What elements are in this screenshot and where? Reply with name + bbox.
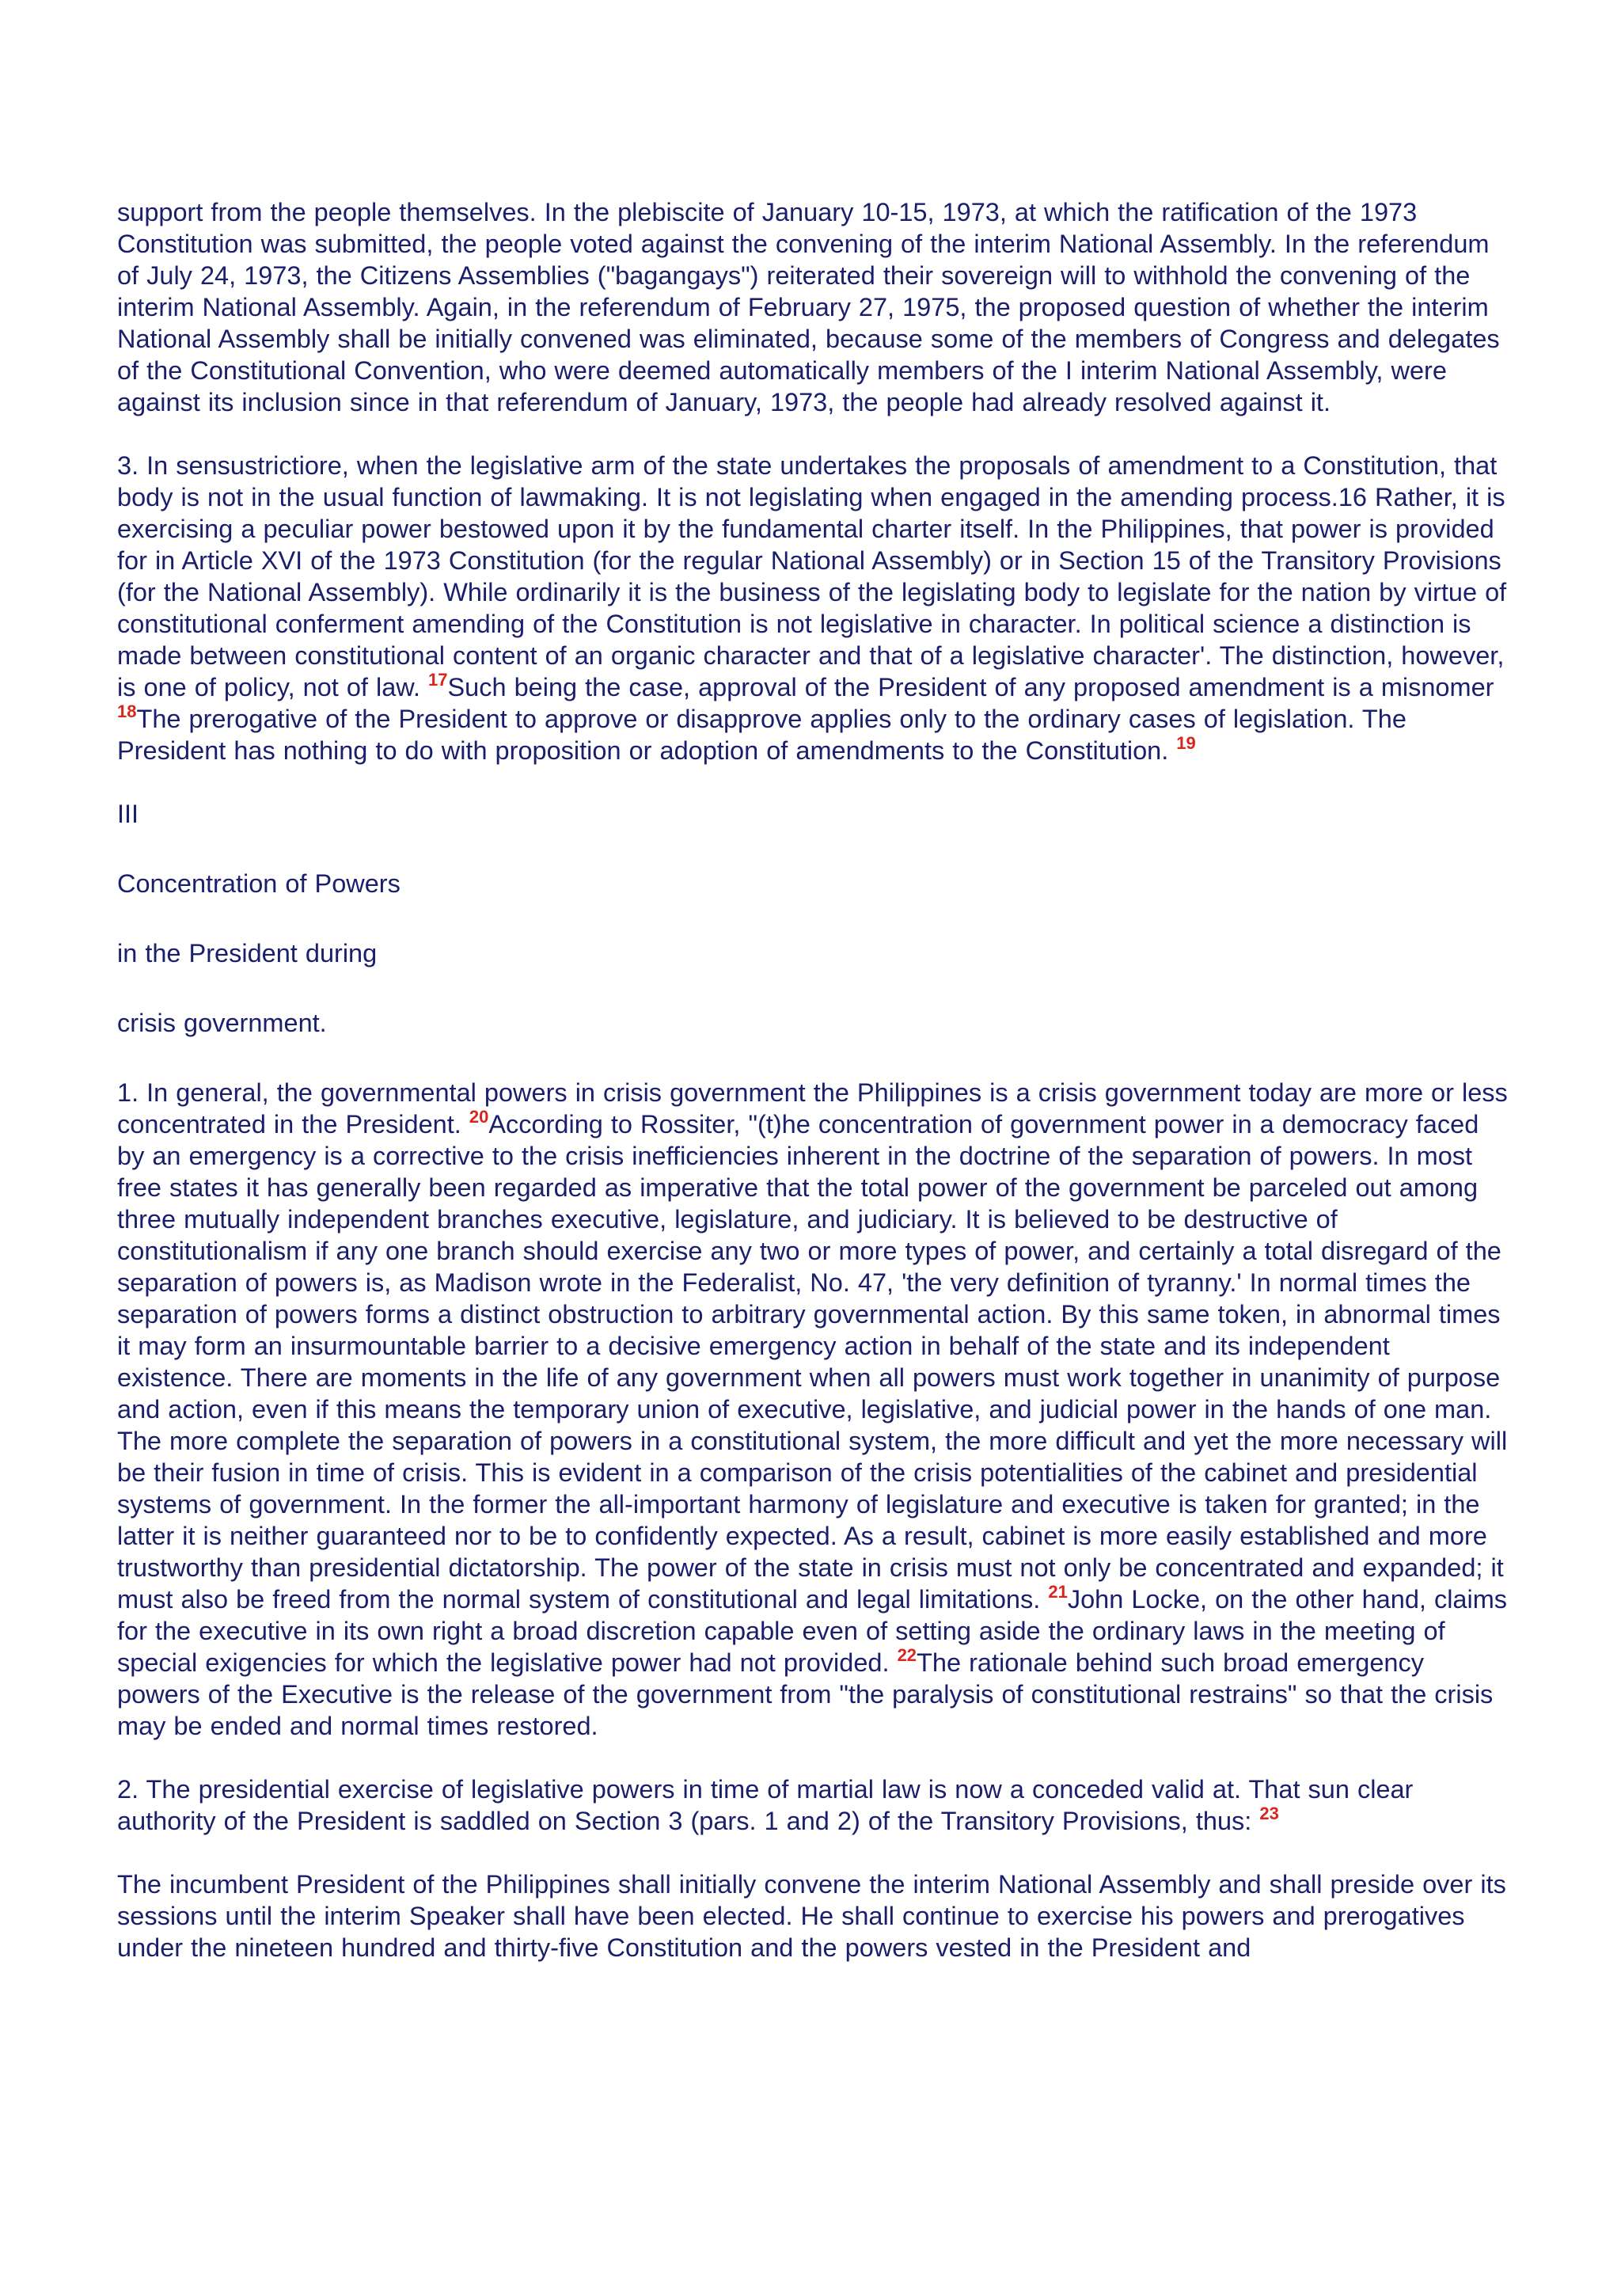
paragraph-text: support from the people themselves. In the plebiscite of January 10-15, 1973, at which the ratification of the 1973 Constitution was submitted, the people voted against the convening of the interim National Assembly. In the referendum of July 24, 1973, the Citizens Assemblies ("bagangays") reiterated their sovereign will to withhold the convening of the interim National Assembly. Again, in the referendum of February 27, 1975, the proposed question of whether the interim National Assembly shall be initially convened was eliminated, because some of the members of Congress and delegates of the Constitutional Convention, who were deemed automatically members of the I interim National Assembly, were against its inclusion since in that referendum of January, 1973, the people had already resolved against it. [117,198,1500,416]
section-paragraph-2 [117,1773,1510,1837]
section-title-line: Concentration of Powers [117,869,401,898]
paragraph-text: 2. The presidential exercise of legislative powers in time of martial law is now a conceded valid at. That sun clear authority of the President is saddled on Section 3 (pars. 1 and 2) of the Transitory Provisions, thus: [117,1775,1414,1835]
paragraph-text: The rationale behind such broad emergency powers of the Executive is the release of the government from "the paralysis of constitutional restrains" so that the crisis may be ended and normal times restored. [117,1648,1494,1740]
paragraph-text: According to Rossiter, "(t)he concentration of government power in a democracy faced by an emergency is a corrective to the crisis inefficiencies inherent in the doctrine of the separation of powers. In most free states it has generally been regarded as imperative that the total power of the government be parceled out among three mutually independent branches executive, legislature, and judiciary. It is believed to be destructive of constitutionalism if any one branch should exercise any two or more types of power, and certainly a total disregard of the separation of powers is, as Madison wrote in the Federalist, No. 47, 'the very definition of tyranny.' In normal times the separation of powers forms a distinct obstruction to arbitrary governmental action. By this same token, in abnormal times it may form an insurmountable barrier to a decisive emergency action in behalf of the state and its independent existence. There are moments in the life of any government when all powers must work together in unanimity of purpose and action, even if this means the temporary union of executive, legislative, and judicial power in the hands of one man. The more complete the separation of powers in a constitutional system, the more difficult and yet the more necessary will be their fusion in time of crisis. This is evident in a comparison of the crisis potentialities of the cabinet and presidential systems of government. In the former the all-important harmony of legislature and executive is taken for granted; in the latter it is neither guaranteed nor to be to confidently expected. As a result, cabinet is more easily established and more trustworthy than presidential dictatorship. The power of the state in crisis must not only be concentrated and expanded; it must also be freed from the normal system of constitutional and legal limitations. [117,1110,1508,1614]
section-paragraphs-bottom [117,1077,1510,1963]
paragraph-text: John Locke, on the other hand, claims for the executive in its own right a broad discretion capable even of setting aside the ordinary laws in the meeting of special exigencies for which the legislative power had not provided. [117,1585,1508,1677]
section-title-line: in the President during [117,939,378,967]
section-paragraph-1 [117,1077,1510,1742]
body-paragraph-2 [117,450,1510,766]
document-page [117,196,1510,1995]
footnote-marker[interactable]: 22 [897,1644,917,1665]
section-number: III [117,800,139,828]
paragraph-text: 1. In general, the governmental powers in crisis government the Philippines is a crisis government today are more or less concentrated in the President. [117,1078,1508,1138]
body-paragraph-1 [117,196,1510,418]
footnote-marker[interactable]: 19 [1176,732,1196,753]
footnote-marker[interactable]: 23 [1259,1803,1279,1823]
footnote-marker[interactable]: 18 [117,701,137,721]
section-heading [117,798,1510,1039]
footnote-marker[interactable]: 21 [1048,1581,1068,1602]
paragraph-text: The prerogative of the President to approve or disapprove applies only to the ordinary cases of legislation. The President has nothing to do with proposition or adoption of amendments to the Constitution. [117,705,1407,765]
paragraph-text: Such being the case, approval of the President of any proposed amendment is a misnomer [447,673,1494,701]
footnote-marker[interactable]: 17 [428,669,448,690]
section-paragraph-3 [117,1868,1510,1963]
paragraph-text: The incumbent President of the Philippines shall initially convene the interim National Assembly and shall preside over its sessions until the interim Speaker shall have been elected. He shall continue to exercise his powers and prerogatives under the nineteen hundred and thirty-five Constitution and the powers vested in the President and [117,1870,1506,1962]
footnote-marker[interactable]: 20 [469,1106,489,1127]
section-paragraphs-top [117,196,1510,766]
section-title-line: crisis government. [117,1009,327,1037]
paragraph-text: 3. In sensustrictiore, when the legislative arm of the state undertakes the proposals of amendment to a Constitution, that body is not in the usual function of lawmaking. It is not legislating when engaged in the amending process.16 Rather, it is exercising a peculiar power bestowed upon it by the fundamental charter itself. In the Philippines, that power is provided for in Article XVI of the 1973 Constitution (for the regular National Assembly) or in Section 15 of the Transitory Provisions (for the National Assembly). While ordinarily it is the business of the legislating body to legislate for the nation by virtue of constitutional conferment amending of the Constitution is not legislative in character. In political science a distinction is made between constitutional content of an organic character and that of a legislative character'. The distinction, however, is one of policy, not of law. [117,451,1507,701]
